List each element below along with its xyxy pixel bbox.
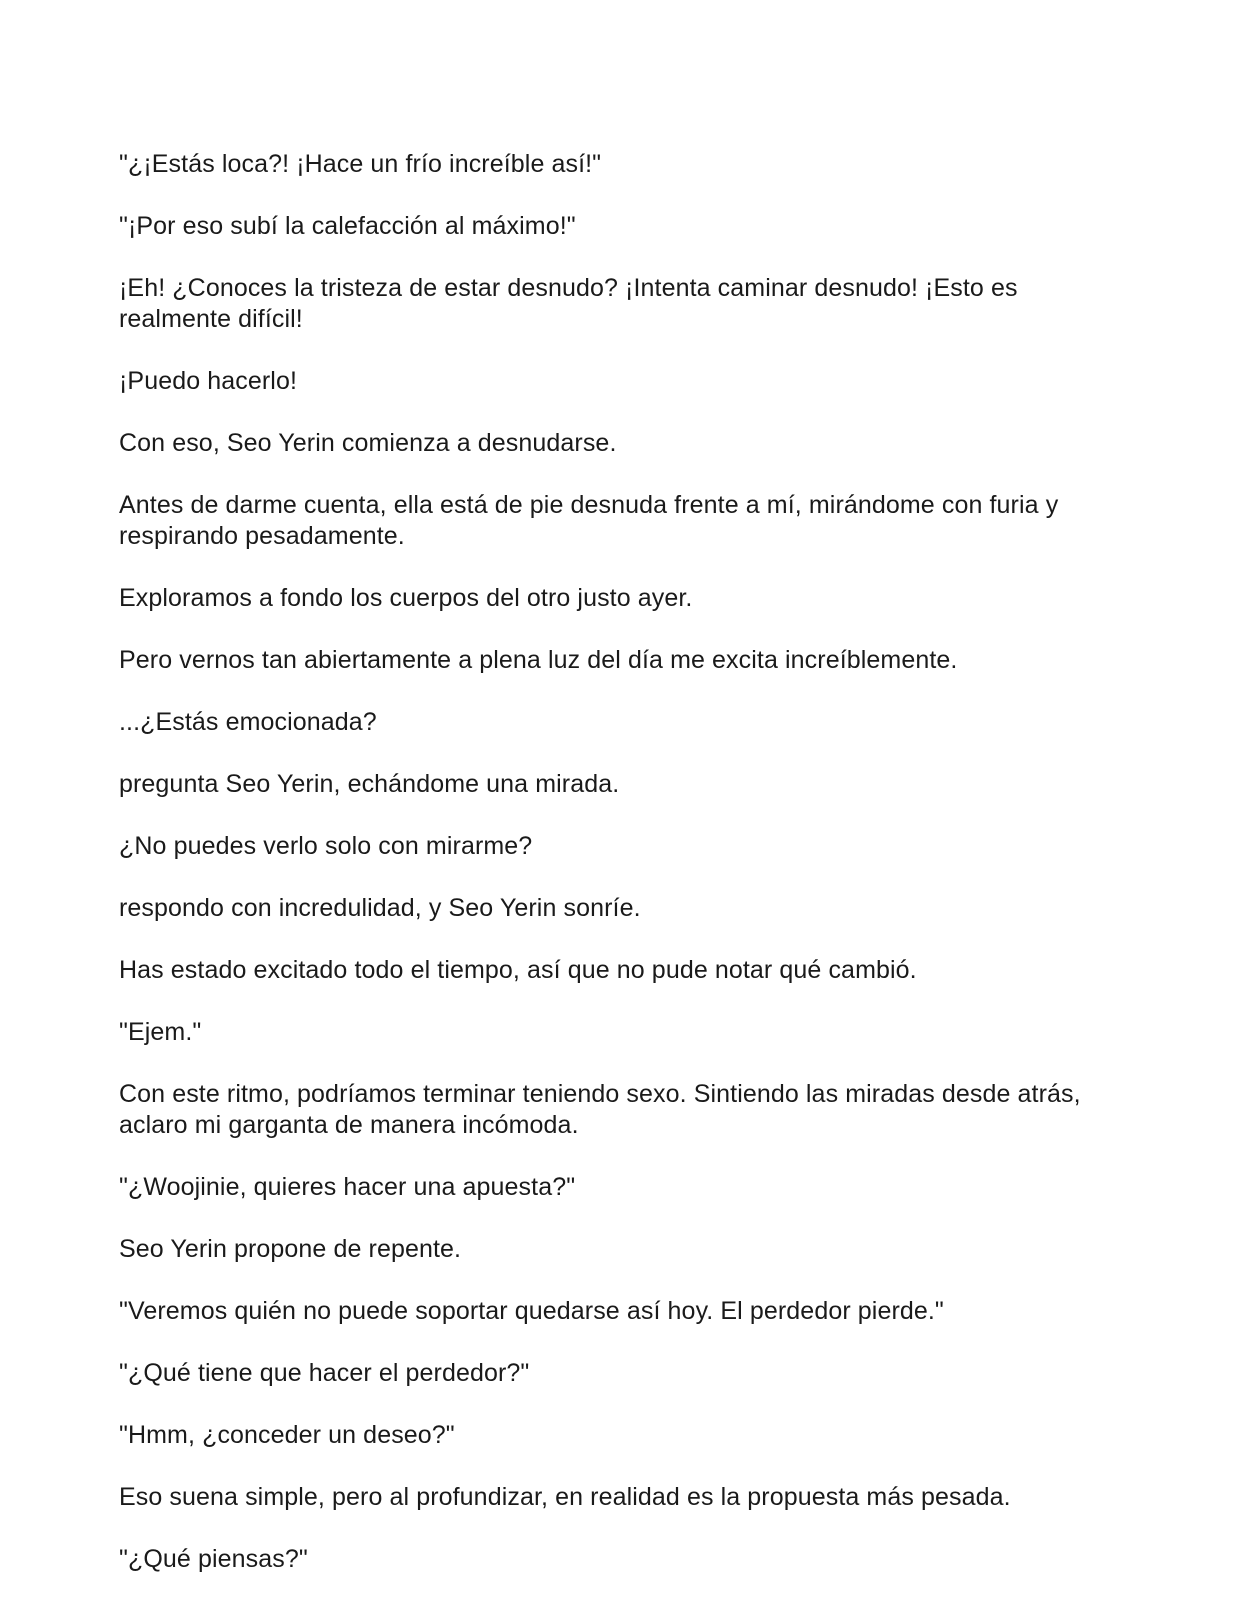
paragraph: ¿No puedes verlo solo con mirarme?	[119, 832, 533, 860]
paragraph: Eso suena simple, pero al profundizar, en realidad es la propuesta más pesada.	[119, 1483, 1011, 1511]
paragraph: Seo Yerin propone de repente.	[119, 1235, 462, 1263]
paragraph: "¿Qué piensas?"	[119, 1545, 308, 1573]
paragraph: Exploramos a fondo los cuerpos del otro justo ayer.	[119, 584, 693, 612]
paragraph: Antes de darme cuenta, ella está de pie desnuda frente a mí, mirándome con furia y respirando pesadamente.	[119, 491, 1059, 550]
paragraph: Con eso, Seo Yerin comienza a desnudarse.	[119, 429, 617, 457]
paragraph: "Hmm, ¿conceder un deseo?"	[119, 1421, 455, 1449]
paragraph: Pero vernos tan abiertamente a plena luz del día me excita increíblemente.	[119, 646, 958, 674]
paragraph: pregunta Seo Yerin, echándome una mirada.	[119, 770, 620, 798]
text-body	[119, 149, 1129, 1606]
paragraph: Con este ritmo, podríamos terminar teniendo sexo. Sintiendo las miradas desde atrás, aclaro mi garganta de manera incómoda.	[119, 1080, 1081, 1139]
paragraph: respondo con incredulidad, y Seo Yerin sonríe.	[119, 894, 641, 922]
paragraph: "¿Woojinie, quieres hacer una apuesta?"	[119, 1173, 576, 1201]
paragraph: "¡Por eso subí la calefacción al máximo!"	[119, 212, 576, 240]
paragraph: "Ejem."	[119, 1018, 202, 1046]
paragraph: "¿Qué tiene que hacer el perdedor?"	[119, 1359, 530, 1387]
paragraph: "Veremos quién no puede soportar quedarse así hoy. El perdedor pierde."	[119, 1297, 944, 1325]
paragraph: ...¿Estás emocionada?	[119, 708, 377, 736]
paragraph: ¡Puedo hacerlo!	[119, 367, 298, 395]
paragraph: Has estado excitado todo el tiempo, así que no pude notar qué cambió.	[119, 956, 917, 984]
paragraph: "¿¡Estás loca?! ¡Hace un frío increíble así!"	[119, 150, 602, 178]
paragraph: ¡Eh! ¿Conoces la tristeza de estar desnudo? ¡Intenta caminar desnudo! ¡Esto es realmente difícil!	[119, 274, 1018, 333]
